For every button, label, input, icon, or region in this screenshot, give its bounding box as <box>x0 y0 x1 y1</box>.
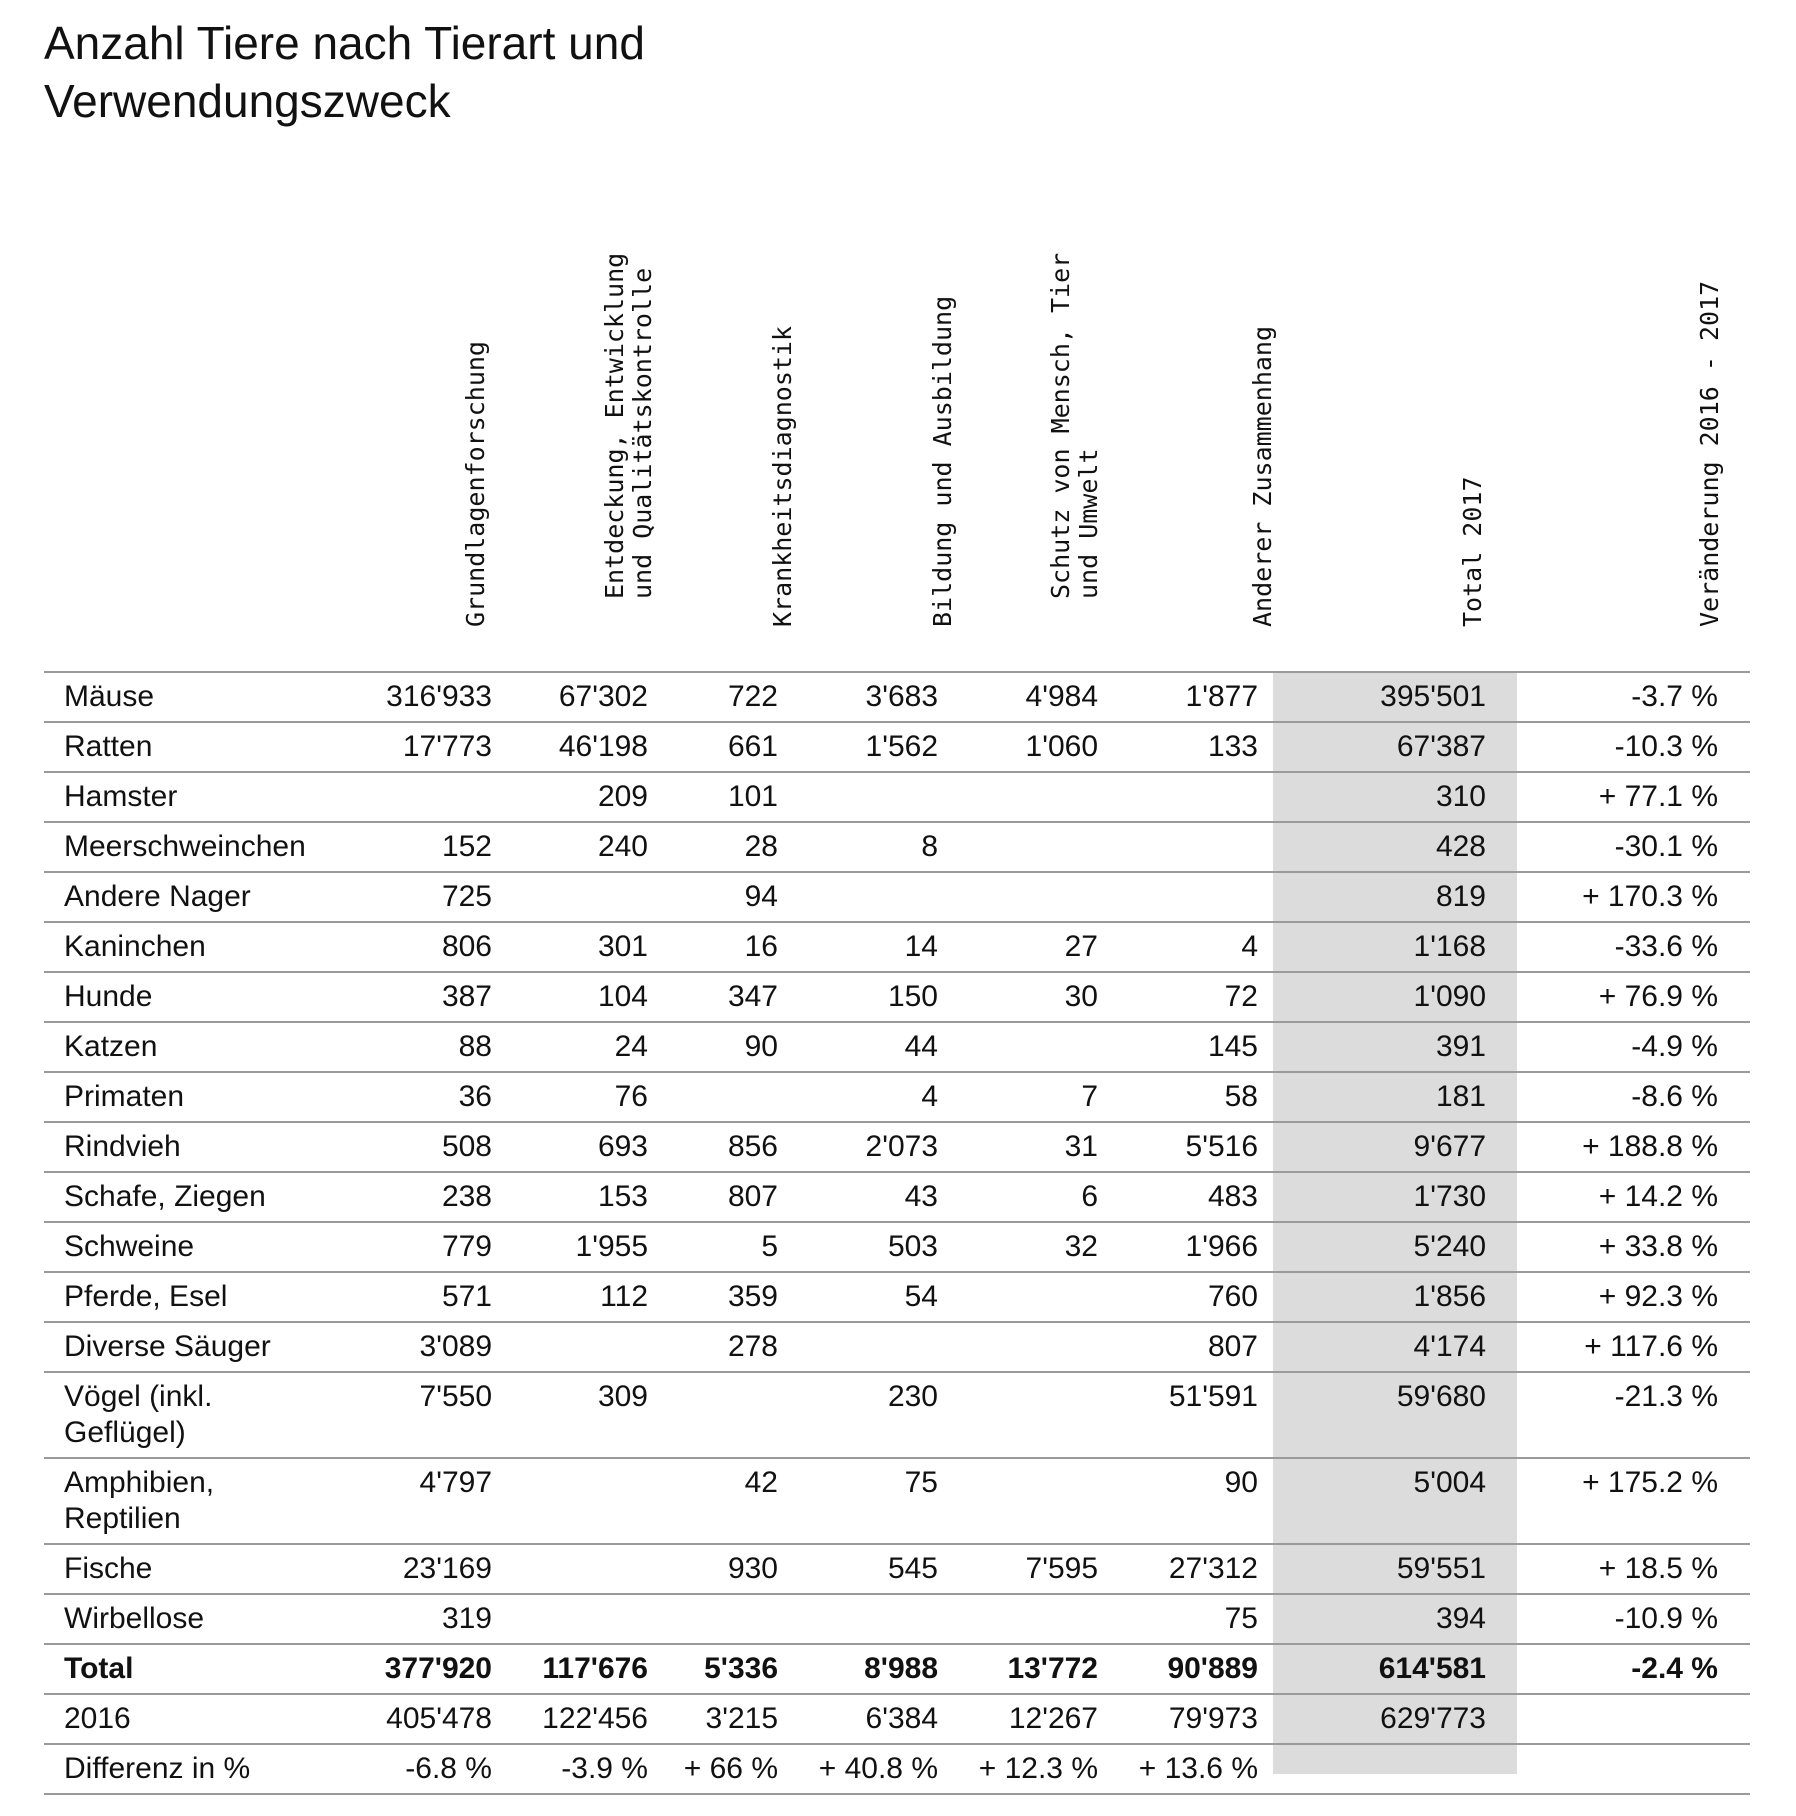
table-cell: 807 <box>1118 1322 1278 1372</box>
table-cell: + 14.2 % <box>1506 1172 1750 1222</box>
table-cell: 75 <box>798 1458 958 1544</box>
table-cell <box>958 1594 1118 1644</box>
table-cell <box>668 1594 798 1644</box>
table-cell: 23'169 <box>329 1544 512 1594</box>
table-row <box>44 1122 1750 1172</box>
table-cell: 88 <box>329 1022 512 1072</box>
data-table <box>44 671 1750 1795</box>
table-cell <box>798 772 958 822</box>
table-cell: 122'456 <box>512 1694 668 1744</box>
table-cell <box>1506 1694 1750 1744</box>
table-cell <box>329 772 512 822</box>
table-cell: 46'198 <box>512 722 668 772</box>
table-cell <box>512 872 668 922</box>
table-cell: + 175.2 % <box>1506 1458 1750 1544</box>
table-cell: 72 <box>1118 972 1278 1022</box>
header-label: Entdeckung, Entwicklung und Qualitätskontrolle <box>600 252 657 599</box>
table-cell: 503 <box>798 1222 958 1272</box>
table-cell <box>668 1072 798 1122</box>
table-cell: -10.3 % <box>1506 722 1750 772</box>
table-cell: 930 <box>668 1544 798 1594</box>
table-cell: 571 <box>329 1272 512 1322</box>
table-cell <box>958 1022 1118 1072</box>
table-cell: + 33.8 % <box>1506 1222 1750 1272</box>
table-cell: 4 <box>798 1072 958 1122</box>
table-cell: 661 <box>668 722 798 772</box>
table-cell: 240 <box>512 822 668 872</box>
header-label: Grundlagenforschung <box>461 341 490 627</box>
table-cell: 629'773 <box>1278 1694 1506 1744</box>
table-cell <box>512 1544 668 1594</box>
row-label: Ratten <box>44 722 329 772</box>
table-row <box>44 1744 1750 1794</box>
table-cell: 377'920 <box>329 1644 512 1694</box>
row-label: Primaten <box>44 1072 329 1122</box>
table-cell: 359 <box>668 1272 798 1322</box>
table-cell: -3.7 % <box>1506 672 1750 722</box>
table-cell <box>958 772 1118 822</box>
table-cell: 75 <box>1118 1594 1278 1644</box>
row-label: Katzen <box>44 1022 329 1072</box>
header-label: Anderer Zusammenhang <box>1248 325 1277 627</box>
row-label: Rindvieh <box>44 1122 329 1172</box>
row-label: Differenz in % <box>44 1744 329 1794</box>
table-cell: 79'973 <box>1118 1694 1278 1744</box>
header-schutz <box>1047 120 1103 655</box>
table-cell <box>798 1594 958 1644</box>
page-title: Anzahl Tiere nach Tierart und Verwendungszweck <box>44 17 645 127</box>
table-cell: 1'730 <box>1278 1172 1506 1222</box>
table-row <box>44 1694 1750 1744</box>
table-cell: 145 <box>1118 1022 1278 1072</box>
table-cell: + 13.6 % <box>1118 1744 1278 1794</box>
row-label: Diverse Säuger <box>44 1322 329 1372</box>
table-cell: -30.1 % <box>1506 822 1750 872</box>
table-row <box>44 672 1750 722</box>
table-row <box>44 822 1750 872</box>
table-cell <box>798 1322 958 1372</box>
header-veraenderung <box>1696 120 1724 655</box>
table-cell: 43 <box>798 1172 958 1222</box>
header-label: Krankheitsdiagnostik <box>768 325 797 627</box>
table-cell: 722 <box>668 672 798 722</box>
table-cell: 819 <box>1278 872 1506 922</box>
row-label: Mäuse <box>44 672 329 722</box>
table-cell: 101 <box>668 772 798 822</box>
table-cell: 7'550 <box>329 1372 512 1458</box>
table-cell <box>1118 772 1278 822</box>
table-cell: -4.9 % <box>1506 1022 1750 1072</box>
table-row <box>44 1272 1750 1322</box>
table-cell: 27 <box>958 922 1118 972</box>
table-row <box>44 1544 1750 1594</box>
table-cell: 181 <box>1278 1072 1506 1122</box>
table-cell: + 170.3 % <box>1506 872 1750 922</box>
table-cell: 807 <box>668 1172 798 1222</box>
table-cell: + 18.5 % <box>1506 1544 1750 1594</box>
table-cell <box>1118 822 1278 872</box>
table-cell: 152 <box>329 822 512 872</box>
header-bildung <box>929 120 957 655</box>
table-cell: 1'955 <box>512 1222 668 1272</box>
table-cell: 614'581 <box>1278 1644 1506 1694</box>
table-cell: 428 <box>1278 822 1506 872</box>
table-cell: 395'501 <box>1278 672 1506 722</box>
table-row <box>44 722 1750 772</box>
table-cell: + 117.6 % <box>1506 1322 1750 1372</box>
table-cell: 545 <box>798 1544 958 1594</box>
table-cell: -10.9 % <box>1506 1594 1750 1644</box>
header-krankheitsdiagnostik <box>769 120 797 655</box>
table-cell: -2.4 % <box>1506 1644 1750 1694</box>
table-cell: 150 <box>798 972 958 1022</box>
row-label: 2016 <box>44 1694 329 1744</box>
row-label: Andere Nager <box>44 872 329 922</box>
table-cell: 5'516 <box>1118 1122 1278 1172</box>
table-cell: 112 <box>512 1272 668 1322</box>
table-cell: -33.6 % <box>1506 922 1750 972</box>
table-cell <box>512 1322 668 1372</box>
table-cell: 5'240 <box>1278 1222 1506 1272</box>
table-cell <box>958 1272 1118 1322</box>
table-cell: 238 <box>329 1172 512 1222</box>
table-cell: 316'933 <box>329 672 512 722</box>
table-row <box>44 1458 1750 1544</box>
table-row <box>44 1222 1750 1272</box>
table-cell: 44 <box>798 1022 958 1072</box>
table-cell: 3'089 <box>329 1322 512 1372</box>
table-cell <box>1118 872 1278 922</box>
table-cell: 209 <box>512 772 668 822</box>
table-cell: 51'591 <box>1118 1372 1278 1458</box>
table-cell: + 188.8 % <box>1506 1122 1750 1172</box>
table-cell: 1'168 <box>1278 922 1506 972</box>
table-cell: 725 <box>329 872 512 922</box>
table-cell: 5'336 <box>668 1644 798 1694</box>
table-cell: 104 <box>512 972 668 1022</box>
table-cell: 6'384 <box>798 1694 958 1744</box>
table-cell: 67'387 <box>1278 722 1506 772</box>
table-cell: 4'797 <box>329 1458 512 1544</box>
table-cell: 1'966 <box>1118 1222 1278 1272</box>
table-cell: 28 <box>668 822 798 872</box>
header-label: Schutz von Mensch, Tier und Umwelt <box>1046 252 1103 599</box>
table-cell: 3'683 <box>798 672 958 722</box>
table-cell: 1'562 <box>798 722 958 772</box>
table-cell <box>512 1594 668 1644</box>
table-cell: 16 <box>668 922 798 972</box>
table-cell: + 77.1 % <box>1506 772 1750 822</box>
table-cell: 760 <box>1118 1272 1278 1322</box>
table-cell: 387 <box>329 972 512 1022</box>
table-cell: 693 <box>512 1122 668 1172</box>
table-row <box>44 1372 1750 1458</box>
table-cell: 230 <box>798 1372 958 1458</box>
table-cell: 347 <box>668 972 798 1022</box>
table-cell: -6.8 % <box>329 1744 512 1794</box>
table-cell: 30 <box>958 972 1118 1022</box>
table-cell <box>958 1458 1118 1544</box>
table-cell: -3.9 % <box>512 1744 668 1794</box>
table-cell: 117'676 <box>512 1644 668 1694</box>
table-cell <box>668 1372 798 1458</box>
table-cell: 5 <box>668 1222 798 1272</box>
table-cell: 309 <box>512 1372 668 1458</box>
table-cell: 32 <box>958 1222 1118 1272</box>
table-cell <box>958 872 1118 922</box>
row-label: Schweine <box>44 1222 329 1272</box>
table-row <box>44 1072 1750 1122</box>
table-cell: 17'773 <box>329 722 512 772</box>
table-cell: 310 <box>1278 772 1506 822</box>
table-cell: + 76.9 % <box>1506 972 1750 1022</box>
table-cell: 483 <box>1118 1172 1278 1222</box>
table-cell: 2'073 <box>798 1122 958 1172</box>
table-cell: + 66 % <box>668 1744 798 1794</box>
table-cell: 153 <box>512 1172 668 1222</box>
table-cell <box>958 1322 1118 1372</box>
table-cell: 1'060 <box>958 722 1118 772</box>
table-cell: 508 <box>329 1122 512 1172</box>
table-cell <box>1506 1744 1750 1794</box>
table-cell: 12'267 <box>958 1694 1118 1744</box>
table-cell: -21.3 % <box>1506 1372 1750 1458</box>
row-label: Total <box>44 1644 329 1694</box>
table-cell <box>958 1372 1118 1458</box>
table-cell: -8.6 % <box>1506 1072 1750 1122</box>
table-cell: 4 <box>1118 922 1278 972</box>
table-row <box>44 1172 1750 1222</box>
header-label: Bildung und Ausbildung <box>928 295 957 627</box>
table-cell: 4'174 <box>1278 1322 1506 1372</box>
table-cell: 8 <box>798 822 958 872</box>
table-cell: + 12.3 % <box>958 1744 1118 1794</box>
table-cell: 36 <box>329 1072 512 1122</box>
header-label: Total 2017 <box>1458 476 1487 627</box>
table-row <box>44 1022 1750 1072</box>
table-cell <box>1278 1744 1506 1794</box>
row-label: Vögel (inkl. Geflügel) <box>44 1372 329 1458</box>
table-row <box>44 922 1750 972</box>
table-cell: 5'004 <box>1278 1458 1506 1544</box>
table-cell: 24 <box>512 1022 668 1072</box>
table-cell: 3'215 <box>668 1694 798 1744</box>
table-cell: 42 <box>668 1458 798 1544</box>
table-cell: 1'877 <box>1118 672 1278 722</box>
table-cell: 31 <box>958 1122 1118 1172</box>
row-label: Amphibien, Reptilien <box>44 1458 329 1544</box>
table-cell: 8'988 <box>798 1644 958 1694</box>
header-anderer-zusammenhang <box>1249 120 1277 655</box>
table-cell: 76 <box>512 1072 668 1122</box>
table-cell: 14 <box>798 922 958 972</box>
header-total-2017 <box>1459 120 1487 655</box>
table-cell: 67'302 <box>512 672 668 722</box>
table-cell: 1'856 <box>1278 1272 1506 1322</box>
header-label: Veränderung 2016 - 2017 <box>1695 280 1724 627</box>
table-row <box>44 1644 1750 1694</box>
table-cell: 90 <box>668 1022 798 1072</box>
row-label: Wirbellose <box>44 1594 329 1644</box>
row-label: Meerschweinchen <box>44 822 329 872</box>
table-cell: + 92.3 % <box>1506 1272 1750 1322</box>
header-grundlagenforschung <box>462 120 490 655</box>
table-cell: 7'595 <box>958 1544 1118 1594</box>
table-cell: 278 <box>668 1322 798 1372</box>
row-label: Fische <box>44 1544 329 1594</box>
row-label: Schafe, Ziegen <box>44 1172 329 1222</box>
table-cell: 319 <box>329 1594 512 1644</box>
table-cell: 4'984 <box>958 672 1118 722</box>
table-cell: 856 <box>668 1122 798 1172</box>
table-cell: 806 <box>329 922 512 972</box>
table-cell: 301 <box>512 922 668 972</box>
table-cell: 7 <box>958 1072 1118 1122</box>
table-cell: 1'090 <box>1278 972 1506 1022</box>
table-cell: 6 <box>958 1172 1118 1222</box>
table-cell: 133 <box>1118 722 1278 772</box>
table-cell: 59'680 <box>1278 1372 1506 1458</box>
table-cell: 779 <box>329 1222 512 1272</box>
table-row <box>44 872 1750 922</box>
table-cell: 94 <box>668 872 798 922</box>
table-cell: + 40.8 % <box>798 1744 958 1794</box>
table-cell: 59'551 <box>1278 1544 1506 1594</box>
table-cell: 391 <box>1278 1022 1506 1072</box>
table-row <box>44 1322 1750 1372</box>
table-row <box>44 772 1750 822</box>
table-cell: 54 <box>798 1272 958 1322</box>
table-row <box>44 1594 1750 1644</box>
table-cell: 405'478 <box>329 1694 512 1744</box>
table-cell: 27'312 <box>1118 1544 1278 1594</box>
table-cell <box>798 872 958 922</box>
table-cell <box>958 822 1118 872</box>
table-cell: 394 <box>1278 1594 1506 1644</box>
table-cell: 58 <box>1118 1072 1278 1122</box>
table-cell: 9'677 <box>1278 1122 1506 1172</box>
table-cell: 13'772 <box>958 1644 1118 1694</box>
table-cell: 90'889 <box>1118 1644 1278 1694</box>
table-cell: 90 <box>1118 1458 1278 1544</box>
row-label: Hamster <box>44 772 329 822</box>
row-label: Hunde <box>44 972 329 1022</box>
row-label: Pferde, Esel <box>44 1272 329 1322</box>
row-label: Kaninchen <box>44 922 329 972</box>
table-row <box>44 972 1750 1022</box>
header-entdeckung <box>601 120 657 655</box>
table-cell <box>512 1458 668 1544</box>
